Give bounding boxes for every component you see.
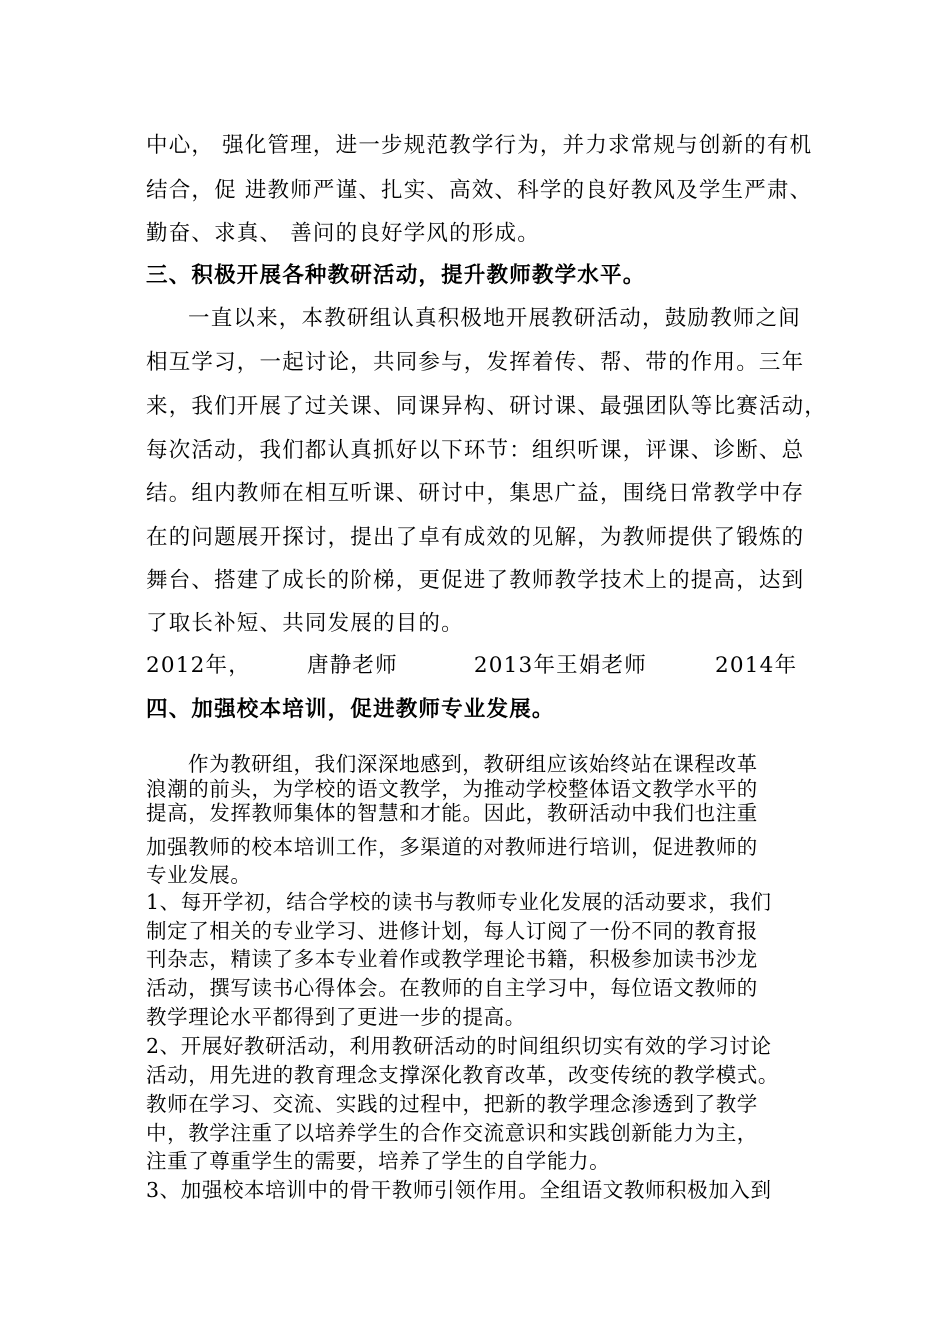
award-year-2014: 2014年	[715, 653, 798, 678]
paragraph-line: 了取长补短、共同发展的目的。	[146, 611, 464, 636]
paragraph-line: 教师在学习、交流、实践的过程中，把新的教学理念渗透到了教学	[146, 1092, 758, 1116]
paragraph-line: 在的问题展开探讨，提出了卓有成效的见解，为教师提供了锻炼的	[146, 525, 805, 550]
paragraph-line: 结合，促 进教师严谨、扎实、高效、科学的良好教风及学生严肃、	[146, 178, 813, 203]
paragraph-line: 加强教师的校本培训工作，多渠道的对教师进行培训，促进教师的	[146, 835, 758, 859]
list-item: 2、开展好教研活动，利用教研活动的时间组织切实有效的学习讨论	[146, 1034, 772, 1058]
paragraph-line: 专业发展。	[146, 863, 252, 887]
paragraph-line: 中心， 强化管理，进一步规范教学行为，并力求常规与创新的有机	[146, 133, 813, 158]
list-item: 1、每开学初，结合学校的读书与教师专业化发展的活动要求，我们	[146, 890, 772, 914]
section-heading: 四、加强校本培训，促进教师专业发展。	[146, 697, 555, 722]
paragraph-line: 舞台、搭建了成长的阶梯，更促进了教师教学技术上的提高，达到	[146, 568, 805, 593]
paragraph-line: 中，教学注重了以培养学生的合作交流意识和实践创新能力为主，	[146, 1121, 758, 1145]
paragraph-line: 一直以来，本教研组认真积极地开展教研活动，鼓励教师之间	[188, 306, 801, 331]
paragraph-line: 相互学习，一起讨论，共同参与，发挥着传、帮、带的作用。三年	[146, 350, 805, 375]
paragraph-line: 来，我们开展了过关课、同课异构、研讨课、最强团队等比赛活动，	[146, 394, 828, 419]
paragraph-line: 作为教研组，我们深深地感到，教研组应该始终站在课程改革	[188, 752, 758, 776]
paragraph-line: 教学理论水平都得到了更进一步的提高。	[146, 1005, 526, 1029]
paragraph-line: 勤奋、求真、 善问的良好学风的形成。	[146, 221, 540, 246]
paragraph-line: 活动，用先进的教育理念支撑深化教育改革，改变传统的教学模式。	[146, 1063, 779, 1087]
section-heading: 三、积极开展各种教研活动，提升教师教学水平。	[146, 263, 646, 288]
paragraph-line: 刊杂志，精读了多本专业着作或教学理论书籍，积极参加读书沙龙	[146, 947, 758, 971]
award-teacher-2012: 唐静老师	[307, 653, 398, 678]
award-year-2012: 2012年，	[146, 653, 251, 678]
paragraph-line: 注重了尊重学生的需要，培养了学生的自学能力。	[146, 1149, 611, 1173]
list-item: 3、加强校本培训中的骨干教师引领作用。全组语文教师积极加入到	[146, 1178, 772, 1202]
paragraph-line: 提高，发挥教师集体的智慧和才能。因此，教研活动中我们也注重	[146, 801, 758, 825]
paragraph-line: 每次活动，我们都认真抓好以下环节：组织听课，评课、诊断、总	[146, 438, 805, 463]
paragraph-line: 浪潮的前头，为学校的语文教学，为推动学校整体语文教学水平的	[146, 777, 758, 801]
award-year-2013: 2013年王娟老师	[473, 653, 647, 678]
paragraph-line: 活动，撰写读书心得体会。在教师的自主学习中，每位语文教师的	[146, 976, 758, 1000]
awards-line	[146, 648, 797, 679]
paragraph-line: 结。组内教师在相互听课、研讨中，集思广益，围绕日常教学中存	[146, 481, 805, 506]
paragraph-line: 制定了相关的专业学习、进修计划，每人订阅了一份不同的教育报	[146, 919, 758, 943]
